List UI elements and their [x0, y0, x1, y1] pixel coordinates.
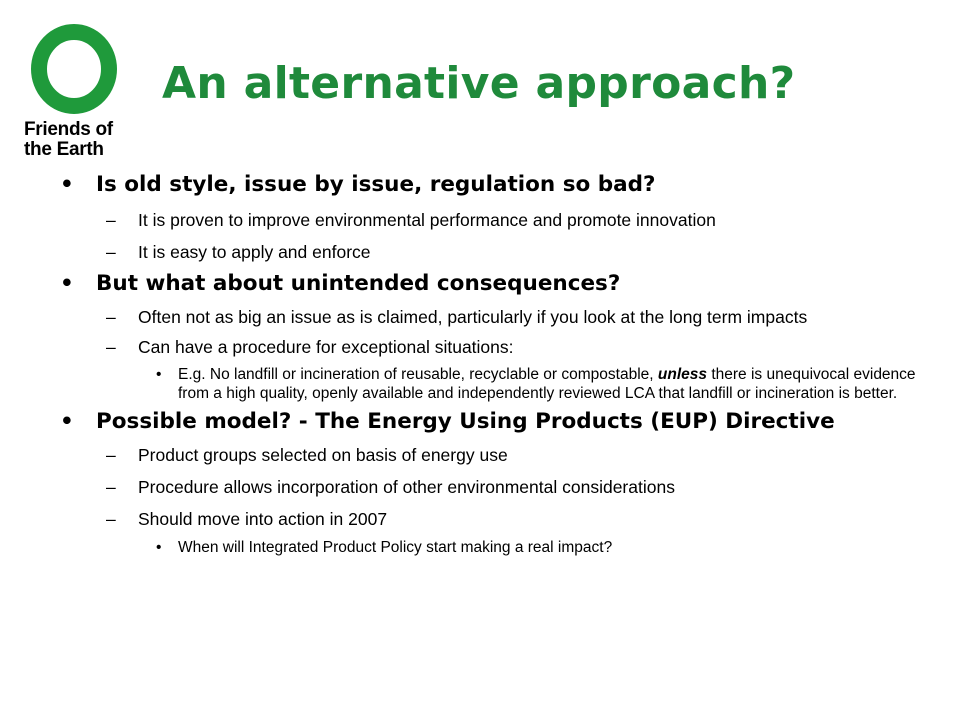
sub-bullet-text: It is easy to apply and enforce [138, 242, 371, 262]
dash-marker: – [106, 210, 116, 230]
dash-marker: – [106, 509, 116, 529]
sub-bullet-3-3 [58, 508, 938, 530]
dash-marker: – [106, 242, 116, 262]
sub-bullet-text: Often not as big an issue as is claimed, particularly if you look at the long term impacts [138, 307, 808, 327]
sub-bullet-3-1 [58, 444, 938, 466]
bullet-dot: • [156, 366, 162, 383]
earth-ring-icon [28, 22, 120, 114]
bullet-text: But what about unintended consequences? [96, 271, 621, 296]
bullet-dot: • [60, 271, 74, 296]
slide-body [58, 172, 938, 557]
dash-marker: – [106, 337, 116, 357]
bullet-text: Is old style, issue by issue, regulation so bad? [96, 172, 656, 197]
friends-of-the-earth-logo [24, 22, 124, 160]
bullet-2 [58, 271, 938, 296]
sub-bullet-text: Can have a procedure for exceptional situations: [138, 337, 514, 357]
sub-sub-bullet-3-3-1 [58, 538, 938, 557]
bullet-3 [58, 409, 938, 434]
dash-marker: – [106, 477, 116, 497]
sub-bullet-3-2 [58, 476, 938, 498]
emphasis-unless: unless [657, 366, 708, 383]
sub-bullet-2-1 [58, 306, 938, 328]
logo-line-1: Friends of [24, 119, 113, 140]
logo-line-2: the Earth [24, 139, 104, 160]
sub-sub-bullet-text-pre: E.g. No landfill or incineration of reusable, recyclable or compostable, [178, 366, 654, 383]
sub-bullet-text: Product groups selected on basis of energy use [138, 445, 508, 465]
bullet-dot: • [60, 409, 74, 434]
sub-bullet-text: It is proven to improve environmental performance and promote innovation [138, 210, 716, 230]
slide-title: An alternative approach? [162, 58, 796, 109]
sub-bullet-text: Procedure allows incorporation of other environmental considerations [138, 477, 675, 497]
dash-marker: – [106, 445, 116, 465]
bullet-dot: • [156, 539, 162, 556]
bullet-dot: • [60, 172, 74, 197]
sub-bullet-text: Should move into action in 2007 [138, 509, 388, 529]
bullet-1 [58, 172, 938, 197]
sub-bullet-1-1 [58, 209, 938, 231]
sub-sub-bullet-text-post: there is unequivocal evidence from a high quality, openly available and independently reviewed LCA that landfill or incineration is better. [178, 366, 916, 402]
sub-bullet-2-2 [58, 336, 938, 358]
bullet-text: Possible model? - The Energy Using Products (EUP) Directive [96, 409, 835, 434]
sub-sub-bullet-2-2-1 [58, 365, 938, 403]
sub-bullet-1-2 [58, 241, 938, 263]
dash-marker: – [106, 307, 116, 327]
sub-sub-bullet-text: When will Integrated Product Policy start making a real impact? [178, 539, 613, 556]
